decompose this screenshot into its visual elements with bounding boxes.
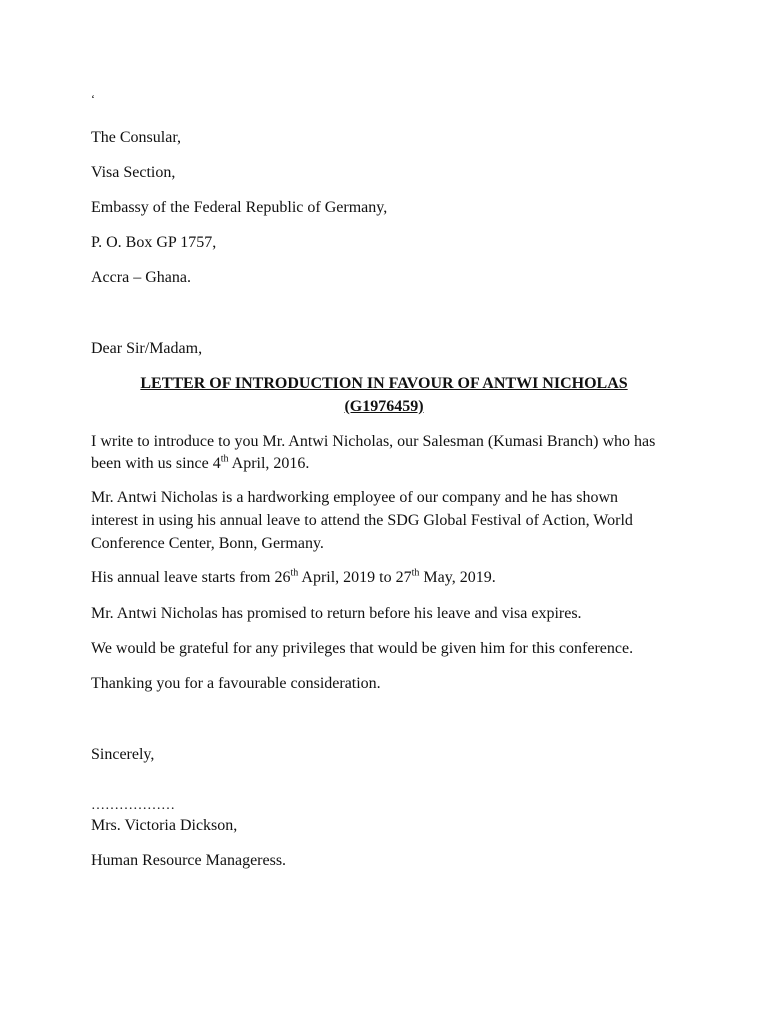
recipient-line-5: Accra – Ghana. <box>91 269 191 286</box>
signatory-name: Mrs. Victoria Dickson, <box>91 817 238 834</box>
subject-line-2: (G1976459) <box>344 398 424 415</box>
paragraph-3-text-a: His annual leave starts from 26 <box>91 569 291 586</box>
paragraph-4: Mr. Antwi Nicholas has promised to return before his leave and visa expires. <box>91 605 582 622</box>
paragraph-3-text-c: May, 2019. <box>419 569 496 586</box>
paragraph-2-line-1: Mr. Antwi Nicholas is a hardworking employee of our company and he has shown <box>91 489 619 506</box>
recipient-line-4: P. O. Box GP 1757, <box>91 234 217 251</box>
closing: Sincerely, <box>91 746 155 763</box>
paragraph-1-text-a: been with us since 4 <box>91 455 221 472</box>
salutation: Dear Sir/Madam, <box>91 340 203 357</box>
ordinal-suffix: th <box>290 567 299 579</box>
paragraph-1-text-b: April, 2016. <box>228 455 310 472</box>
paragraph-1-line-1: I write to introduce to you Mr. Antwi Nicholas, our Salesman (Kumasi Branch) who has <box>91 433 656 450</box>
paragraph-6: Thanking you for a favourable consideration. <box>91 675 381 692</box>
signature-line: ……………… <box>91 798 175 813</box>
paragraph-3-text-b: April, 2019 to 27 <box>298 569 412 586</box>
paragraph-5: We would be grateful for any privileges that would be given him for this conference. <box>91 640 634 657</box>
stray-mark: ‘ <box>91 92 95 106</box>
ordinal-suffix: th <box>220 453 229 465</box>
paragraph-1-line-2 <box>91 453 309 475</box>
ordinal-suffix: th <box>411 567 420 579</box>
subject-line-1: LETTER OF INTRODUCTION IN FAVOUR OF ANTWI NICHOLAS <box>140 375 628 392</box>
recipient-line-1: The Consular, <box>91 129 182 146</box>
paragraph-2-line-2: interest in using his annual leave to attend the SDG Global Festival of Action, World <box>91 512 633 529</box>
paragraph-2-line-3: Conference Center, Bonn, Germany. <box>91 535 324 552</box>
recipient-line-2: Visa Section, <box>91 164 176 181</box>
recipient-line-3: Embassy of the Federal Republic of Germany, <box>91 199 388 216</box>
signatory-title: Human Resource Manageress. <box>91 852 287 869</box>
paragraph-3 <box>91 567 496 589</box>
